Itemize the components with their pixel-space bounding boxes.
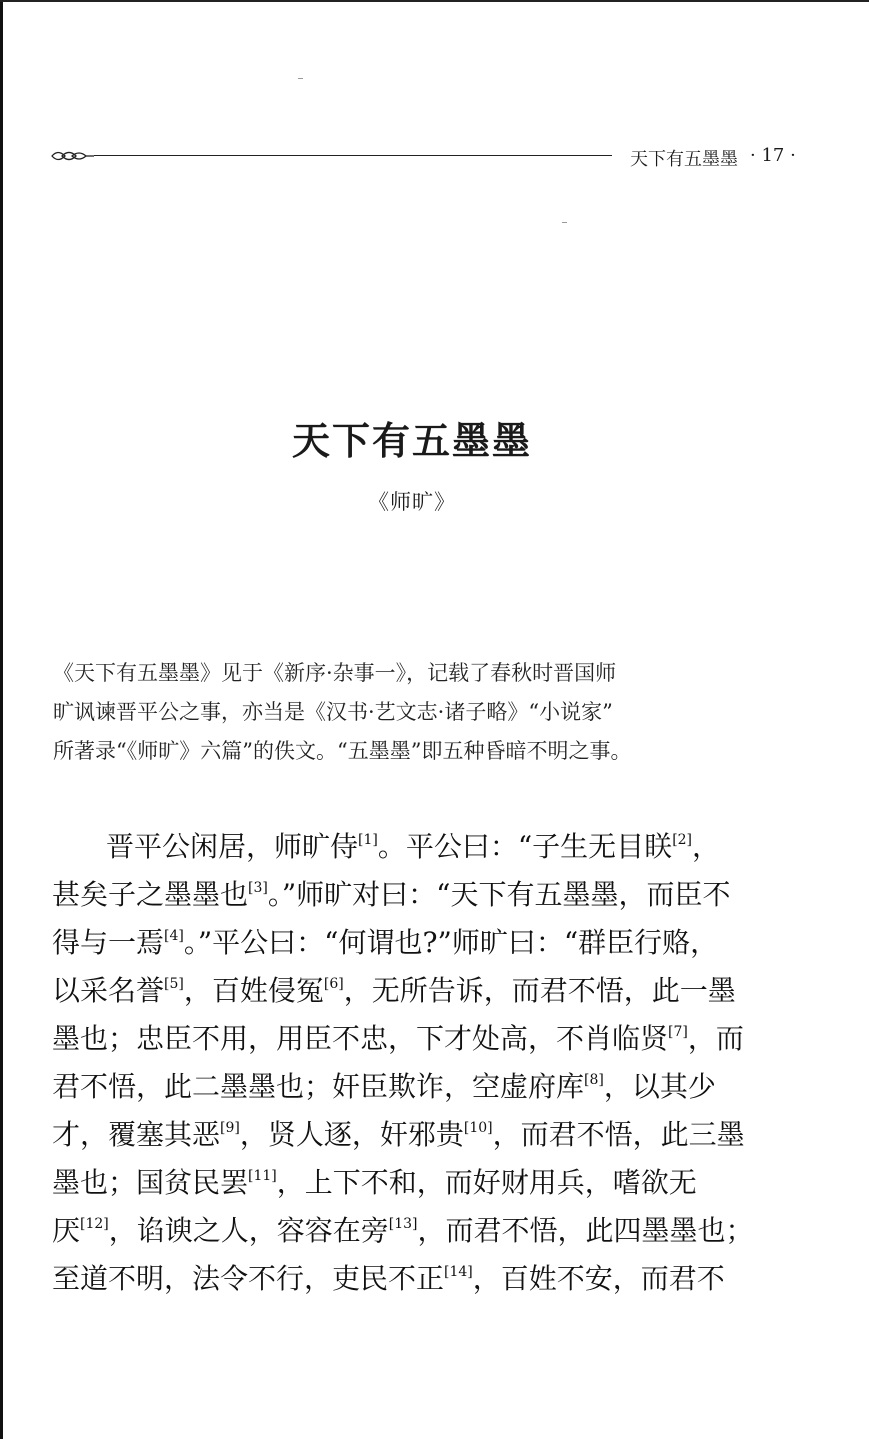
footnote-marker: [7] xyxy=(668,1024,688,1040)
page-left-edge xyxy=(0,0,3,1439)
body-text-segment: ，无所告诉，而君不悟，此一墨 xyxy=(343,974,736,1007)
body-line xyxy=(52,871,778,919)
scan-speck xyxy=(562,222,567,223)
body-line xyxy=(52,1063,778,1111)
running-header xyxy=(50,144,796,170)
body-text-segment: 至道不明，法令不行，吏民不正 xyxy=(52,1262,445,1295)
body-text-segment: 。平公曰：“子生无目眹 xyxy=(377,830,673,863)
footnote-marker: [4] xyxy=(164,928,184,944)
body-text-segment: 。”师旷对曰：“天下有五墨墨，而臣不 xyxy=(267,878,731,911)
body-line xyxy=(52,1015,778,1063)
body-line xyxy=(52,1159,778,1207)
body-text-segment: ，百姓不安，而君不 xyxy=(472,1262,725,1295)
body-line xyxy=(52,823,778,871)
body-line xyxy=(52,1207,778,1255)
footnote-marker: [12] xyxy=(80,1216,109,1232)
footnote-marker: [11] xyxy=(248,1168,277,1184)
intro-line: 所著录“《师旷》六篇”的佚文。“五墨墨”即五种昏暗不明之事。 xyxy=(53,739,632,763)
footnote-marker: [14] xyxy=(444,1264,473,1280)
footnote-marker: [13] xyxy=(388,1216,418,1232)
body-line xyxy=(52,919,778,967)
body-text-segment: ，贤人逐，奸邪贵 xyxy=(239,1118,464,1151)
main-text-body xyxy=(52,823,778,1303)
body-text-segment: ，谄谀之人，容容在旁 xyxy=(108,1214,389,1247)
body-text-segment: ，而 xyxy=(687,1022,744,1055)
body-text-segment: 以采名誉 xyxy=(52,974,165,1007)
body-text-segment: 君不悟，此二墨墨也；奸臣欺诈，空虚府库 xyxy=(52,1070,585,1103)
footnote-marker: [10] xyxy=(463,1120,493,1136)
footnote-marker: [8] xyxy=(584,1072,604,1088)
body-text-segment: 甚矣子之墨墨也 xyxy=(52,878,249,911)
body-text-segment: 才，覆塞其恶 xyxy=(52,1118,221,1151)
chapter-title: 天下有五墨墨 xyxy=(291,418,532,463)
footnote-marker: [3] xyxy=(248,880,268,896)
scan-speck xyxy=(298,78,303,79)
footnote-marker: [5] xyxy=(164,976,184,992)
intro-line: 旷讽谏晋平公之事，亦当是《汉书·艺文志·诸子略》“小说家” xyxy=(53,700,613,724)
footnote-marker: [6] xyxy=(323,976,344,992)
header-rule xyxy=(94,155,612,156)
body-text-segment: 晋平公闲居，师旷侍 xyxy=(106,830,359,863)
page-top-edge xyxy=(0,0,869,2)
footnote-marker: [9] xyxy=(220,1120,240,1136)
body-text-segment: 墨也；国贫民罢 xyxy=(52,1166,249,1199)
intro-paragraph xyxy=(53,654,777,771)
body-text-segment: ，以其少 xyxy=(603,1070,716,1103)
body-text-segment: 厌 xyxy=(52,1214,81,1247)
body-line xyxy=(52,967,778,1015)
body-line xyxy=(52,1255,778,1303)
body-text-segment: ，百姓侵冤 xyxy=(183,974,324,1007)
footnote-marker: [1] xyxy=(358,832,378,848)
body-text-segment: 。”平公曰：“何谓也?”师旷曰：“群臣行赂， xyxy=(183,926,719,959)
header-ornament-icon xyxy=(50,147,94,165)
body-text-segment: 墨也；忠臣不用，用臣不忠，下才处高，不肖临贤 xyxy=(52,1022,669,1055)
body-text-segment: ， xyxy=(692,830,721,863)
page-number: · 17 · xyxy=(750,145,796,166)
intro-line: 《天下有五墨墨》见于《新序·杂事一》，记载了春秋时晋国师 xyxy=(53,661,617,685)
running-header-title: 天下有五墨墨 xyxy=(630,149,738,170)
body-text-segment: 得与一焉 xyxy=(52,926,165,959)
body-line xyxy=(52,1111,778,1159)
footnote-marker: [2] xyxy=(672,832,693,848)
chapter-subtitle: 《师旷》 xyxy=(368,490,456,514)
body-text-segment: ，而君不悟，此四墨墨也； xyxy=(417,1214,754,1247)
body-text-segment: ，上下不和，而好财用兵，嗜欲无 xyxy=(276,1166,697,1199)
body-text-segment: ，而君不悟，此三墨 xyxy=(492,1118,745,1151)
